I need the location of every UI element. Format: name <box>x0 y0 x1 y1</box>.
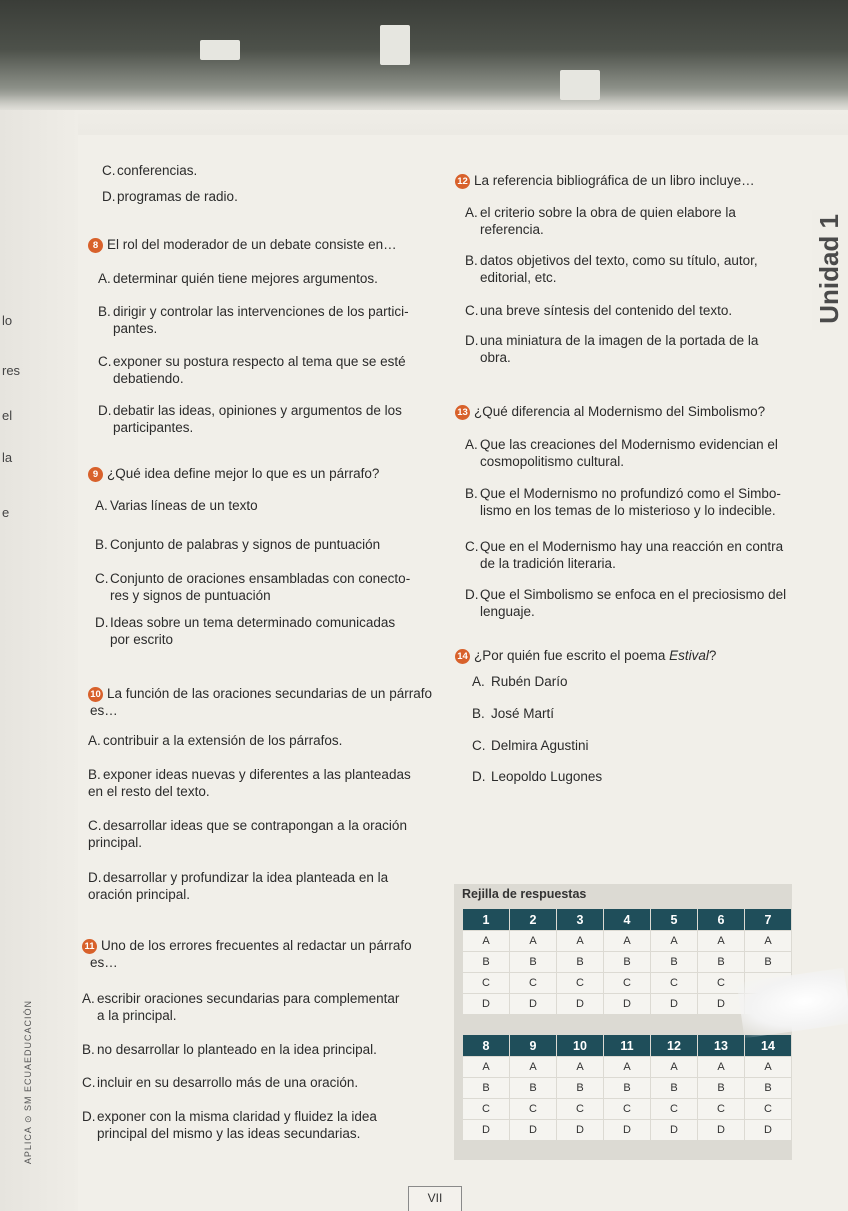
answer-bubble[interactable]: D <box>698 1120 745 1141</box>
margin-fragment: e <box>2 505 10 520</box>
grid-column-header: 2 <box>510 909 557 931</box>
answer-bubble[interactable]: D <box>510 1120 557 1141</box>
answer-bubble[interactable]: C <box>604 973 651 994</box>
answer-bubble[interactable]: A <box>745 1057 792 1078</box>
answer-bubble[interactable]: A <box>604 1057 651 1078</box>
answer-bubble[interactable]: A <box>651 1057 698 1078</box>
answer-bubble[interactable]: C <box>557 1099 604 1120</box>
grid-column-header: 3 <box>557 909 604 931</box>
answer-bubble[interactable]: D <box>557 1120 604 1141</box>
grid-row <box>463 1120 792 1141</box>
answer-bubble[interactable]: B <box>651 952 698 973</box>
question-number-badge: 14 <box>455 649 470 664</box>
q12-option-a[interactable]: A. el criterio sobre la obra de quien elabore la referencia. <box>465 205 736 237</box>
answer-bubble[interactable]: C <box>698 973 745 994</box>
grid-column-header: 14 <box>745 1035 792 1057</box>
answer-bubble[interactable]: D <box>651 994 698 1015</box>
answer-bubble[interactable]: A <box>745 931 792 952</box>
answer-grid-title: Rejilla de respuestas <box>462 887 587 901</box>
q13-option-d[interactable]: D. Que el Simbolismo se enfoca en el preciosismo del lenguaje. <box>465 587 787 619</box>
unit-tab <box>812 210 848 330</box>
answer-bubble[interactable]: D <box>557 994 604 1015</box>
answer-bubble[interactable]: A <box>463 1057 510 1078</box>
answer-bubble[interactable]: D <box>510 994 557 1015</box>
q14-option-a[interactable]: A. Rubén Darío <box>472 674 568 689</box>
question-9-stem: 9 ¿Qué idea define mejor lo que es un párrafo? <box>88 465 379 482</box>
grid-column-header: 11 <box>604 1035 651 1057</box>
grid-row <box>463 952 792 973</box>
q8-option-b[interactable]: B. dirigir y controlar las intervenciones de los partici- pantes. <box>98 304 409 336</box>
publisher-credit: APLICA ⊙ SM ECUAEDUCACIÓN <box>23 1000 33 1165</box>
margin-fragment: el <box>2 408 13 423</box>
answer-bubble[interactable]: D <box>463 1120 510 1141</box>
margin-fragment: la <box>2 450 13 465</box>
q9-option-b[interactable]: B. Conjunto de palabras y signos de puntuación <box>95 537 381 552</box>
q14-option-b[interactable]: B. José Martí <box>472 706 555 721</box>
answer-bubble[interactable]: A <box>510 1057 557 1078</box>
question-10-stem: 10 La función de las oraciones secundarias de un párrafo es… <box>90 686 432 718</box>
grid-column-header: 8 <box>463 1035 510 1057</box>
grid-column-header: 9 <box>510 1035 557 1057</box>
answer-bubble[interactable]: B <box>698 952 745 973</box>
q9-option-c[interactable]: C. Conjunto de oraciones ensambladas con conecto- res y signos de puntuación <box>95 571 411 603</box>
q10-option-b[interactable]: B. exponer ideas nuevas y diferentes a las planteadas en el resto del texto. <box>88 767 411 799</box>
option-d[interactable]: D. programas de radio. <box>102 189 238 204</box>
answer-bubble[interactable]: C <box>510 973 557 994</box>
answer-bubble[interactable]: A <box>651 931 698 952</box>
answer-bubble[interactable]: D <box>604 1120 651 1141</box>
answer-bubble[interactable]: B <box>510 1078 557 1099</box>
question-12-stem: 12 La referencia bibliográfica de un libro incluye… <box>455 172 755 189</box>
grid-column-header: 13 <box>698 1035 745 1057</box>
answer-bubble[interactable]: A <box>510 931 557 952</box>
answer-bubble[interactable]: A <box>698 1057 745 1078</box>
q8-option-a[interactable]: A. determinar quién tiene mejores argumentos. <box>98 271 378 286</box>
unit-label: Unidad 1 <box>814 214 844 324</box>
answer-bubble[interactable]: B <box>604 1078 651 1099</box>
grid-column-header: 12 <box>651 1035 698 1057</box>
grid-column-header: 1 <box>463 909 510 931</box>
left-column <box>82 0 450 1211</box>
q10-option-a[interactable]: A. contribuir a la extensión de los párrafos. <box>88 733 343 748</box>
option-c[interactable]: C. conferencias. <box>102 163 198 178</box>
answer-bubble[interactable]: D <box>698 994 745 1015</box>
answer-bubble[interactable]: B <box>745 952 792 973</box>
answer-bubble[interactable]: B <box>557 952 604 973</box>
answer-bubble[interactable]: D <box>745 1120 792 1141</box>
answer-bubble[interactable]: B <box>557 1078 604 1099</box>
question-number-badge: 11 <box>82 939 97 954</box>
grid-row <box>463 1078 792 1099</box>
grid-column-header: 6 <box>698 909 745 931</box>
right-column <box>455 0 805 880</box>
answer-bubble[interactable]: D <box>604 994 651 1015</box>
answer-bubble[interactable]: C <box>510 1099 557 1120</box>
q13-option-a[interactable]: A. Que las creaciones del Modernismo evidencian el cosmopolitismo cultural. <box>465 437 778 469</box>
grid-row <box>463 1057 792 1078</box>
q14-option-c[interactable]: C. Delmira Agustini <box>472 738 589 753</box>
answer-bubble[interactable]: C <box>604 1099 651 1120</box>
q9-option-d[interactable]: D. Ideas sobre un tema determinado comunicadas por escrito <box>95 615 396 647</box>
question-number-badge: 12 <box>455 174 470 189</box>
question-number-badge: 9 <box>88 467 103 482</box>
grid-column-header: 10 <box>557 1035 604 1057</box>
grid-column-header: 7 <box>745 909 792 931</box>
grid-row <box>463 931 792 952</box>
answer-bubble[interactable]: B <box>510 952 557 973</box>
page-number: VII <box>408 1186 462 1211</box>
q11-option-a[interactable]: A. escribir oraciones secundarias para complementar a la principal. <box>82 991 400 1023</box>
answer-bubble[interactable]: C <box>651 973 698 994</box>
answer-table-2 <box>462 1034 792 1141</box>
answer-bubble[interactable]: C <box>463 973 510 994</box>
q11-option-d[interactable]: D. exponer con la misma claridad y fluidez la idea principal del mismo y las ideas secundarias. <box>82 1109 377 1141</box>
q12-option-c[interactable]: C. una breve síntesis del contenido del texto. <box>465 303 733 318</box>
answer-bubble[interactable]: B <box>463 952 510 973</box>
grid-column-header: 5 <box>651 909 698 931</box>
answer-bubble[interactable]: B <box>604 952 651 973</box>
answer-bubble[interactable]: A <box>557 1057 604 1078</box>
q11-option-c[interactable]: C. incluir en su desarrollo más de una oración. <box>82 1075 359 1090</box>
grid-row <box>463 1099 792 1120</box>
answer-bubble[interactable]: A <box>698 931 745 952</box>
q11-option-b[interactable]: B. no desarrollar lo planteado en la idea principal. <box>82 1042 377 1057</box>
question-11-stem: 11 Uno de los errores frecuentes al redactar un párrafo es… <box>82 937 412 971</box>
answer-bubble[interactable]: B <box>463 1078 510 1099</box>
q8-option-d[interactable]: D. debatir las ideas, opiniones y argumentos de los participantes. <box>98 403 402 435</box>
answer-bubble[interactable]: A <box>557 931 604 952</box>
q12-option-d[interactable]: D. una miniatura de la imagen de la portada de la obra. <box>465 333 759 365</box>
answer-bubble[interactable]: D <box>651 1120 698 1141</box>
q8-option-c[interactable]: C. exponer su postura respecto al tema que se esté debatiendo. <box>98 354 406 386</box>
margin-fragment: res <box>2 363 21 378</box>
question-number-badge: 10 <box>88 687 103 702</box>
grid-column-header: 4 <box>604 909 651 931</box>
q14-option-d[interactable]: D. Leopoldo Lugones <box>472 769 603 784</box>
q13-option-c[interactable]: C. Que en el Modernismo hay una reacción en contra de la tradición literaria. <box>465 539 784 571</box>
answer-bubble[interactable]: C <box>463 1099 510 1120</box>
answer-bubble[interactable]: A <box>604 931 651 952</box>
answer-bubble[interactable]: C <box>698 1099 745 1120</box>
question-13-stem: 13 ¿Qué diferencia al Modernismo del Simbolismo? <box>455 403 765 420</box>
question-number-badge: 13 <box>455 405 470 420</box>
answer-bubble[interactable]: C <box>651 1099 698 1120</box>
answer-bubble[interactable]: C <box>745 1099 792 1120</box>
answer-bubble[interactable]: A <box>463 931 510 952</box>
answer-bubble[interactable]: B <box>651 1078 698 1099</box>
answer-bubble[interactable]: D <box>463 994 510 1015</box>
question-14-stem: 14 ¿Por quién fue escrito el poema Estival? <box>455 647 716 664</box>
q12-option-b[interactable]: B. datos objetivos del texto, como su título, autor, editorial, etc. <box>465 253 758 285</box>
q13-option-b[interactable]: B. Que el Modernismo no profundizó como el Simbo- lismo en los temas de lo misterioso y lo indecible. <box>465 486 781 518</box>
question-8-stem: 8 El rol del moderador de un debate consiste en… <box>88 236 397 253</box>
answer-bubble[interactable]: B <box>698 1078 745 1099</box>
answer-bubble[interactable]: B <box>745 1078 792 1099</box>
answer-bubble[interactable]: C <box>557 973 604 994</box>
q10-option-d[interactable]: D. desarrollar y profundizar la idea planteada en la oración principal. <box>88 870 389 902</box>
q10-option-c[interactable]: C. desarrollar ideas que se contrapongan a la oración principal. <box>88 818 407 850</box>
left-page-margin <box>0 110 78 1211</box>
q9-option-a[interactable]: A. Varias líneas de un texto <box>95 498 258 513</box>
margin-fragment: lo <box>2 313 13 328</box>
question-number-badge: 8 <box>88 238 103 253</box>
